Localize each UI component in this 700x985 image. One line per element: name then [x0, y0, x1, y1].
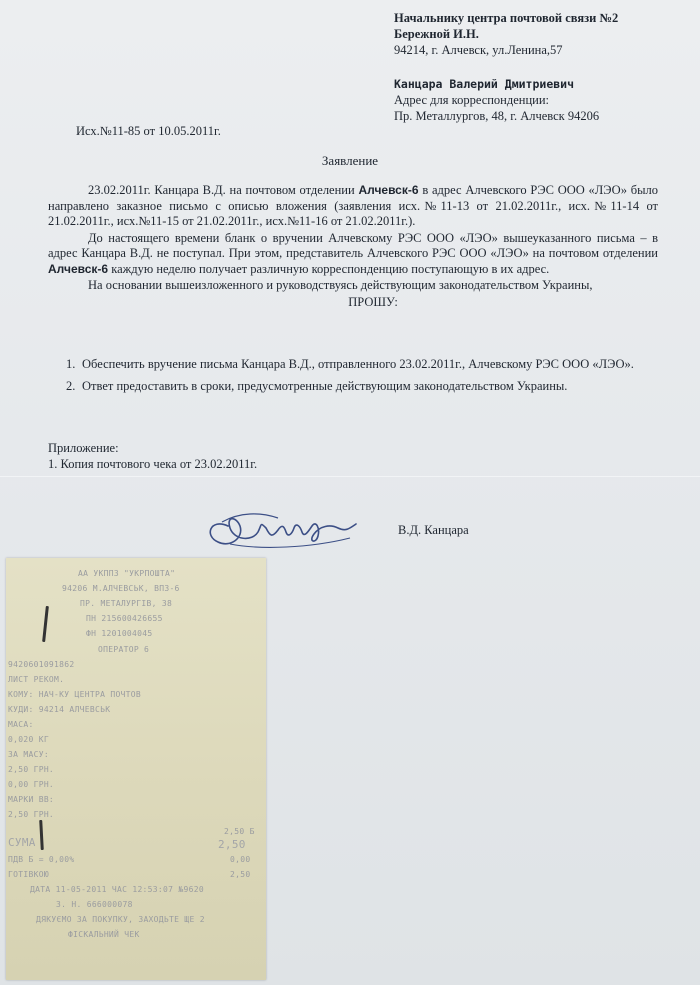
receipt-line: МАСА: [8, 720, 34, 729]
receipt-line: 2,50 Б [224, 827, 255, 836]
pen-mark [39, 820, 44, 850]
addressee-block [394, 10, 694, 58]
receipt-line: ДАТА 11-05-2011 ЧАС 12:53:07 №9620 [30, 885, 204, 894]
paragraph-2-text-b: каждую неделю получает различную корреспонденцию поступающую в их адрес. [108, 261, 550, 276]
sender-address-label: Адрес для корреспонденции: [394, 93, 550, 107]
addressee-name: Бережной И.Н. [394, 27, 479, 41]
receipt-line: ДЯКУЄМО ЗА ПОКУПКУ, ЗАХОДЬТЕ ЩЕ 2 [36, 915, 205, 924]
paragraph-1 [48, 183, 658, 230]
receipt-line: ПН 215600426655 [86, 614, 163, 623]
post-office-name: Алчевск-6 [48, 261, 109, 276]
signer-name: В.Д. Канцара [398, 523, 469, 537]
sender-block [394, 76, 694, 124]
addressee-title: Начальнику центра почтовой связи №2 [394, 11, 619, 25]
post-office-name: Алчевск-6 [358, 183, 419, 197]
addressee-address: 94214, г. Алчевск, ул.Ленина,57 [394, 43, 563, 57]
receipt-line: 2,50 [230, 870, 251, 879]
receipt-line: ГОТІВКОЮ [8, 870, 49, 879]
receipt-line: ПДВ Б = 0,00% [8, 855, 75, 864]
paragraph-2 [48, 231, 658, 278]
outgoing-number: Исх.№11-85 от 10.05.2011г. [76, 124, 221, 138]
attachment-item: 1. Копия почтового чека от 23.02.2011г. [48, 457, 258, 471]
receipt-total-value: 2,50 [218, 838, 246, 851]
paragraph-1-text-b: в адрес Алчевского РЭС ООО «ЛЭО» было направлено заказное письмо с описью вложения (заявления исх.№11-13 от 21.02.2011г., исх.№11-14 от 21.02.2011г., исх.№11-15 от 21.02.2011г., исх.№11-16 от 21.02.2011г.). [48, 183, 658, 228]
receipt-line: ПР. МЕТАЛУРГІВ, 38 [80, 599, 173, 608]
receipt-line: 3. Н. 666000078 [56, 900, 133, 909]
receipt-line: 9420601091862 [8, 660, 75, 669]
attachment-block [48, 440, 257, 472]
attachment-heading: Приложение: [48, 441, 119, 455]
receipt-line: ЗА МАСУ: [8, 750, 49, 759]
receipt-line: ОПЕРАТОР 6 [98, 645, 150, 654]
receipt-line: ЛИСТ РЕКОМ. [8, 675, 65, 684]
receipt-line: КУДИ: 94214 АЛЧЕВСЬК [8, 705, 111, 714]
receipt-line: ФН 1201004045 [86, 629, 153, 638]
request-number: 1. [66, 357, 76, 371]
sender-address: Пр. Металлургов, 48, г. Алчевск 94206 [394, 109, 600, 123]
letter-body [48, 183, 658, 311]
handwritten-signature [200, 498, 370, 558]
receipt-line: КОМУ: НАЧ-КУ ЦЕНТРА ПОЧТОВ [8, 690, 142, 699]
pen-mark [42, 606, 49, 642]
receipt-line: 0,020 КГ [8, 735, 49, 744]
document-title: Заявление [321, 153, 379, 168]
postal-receipt [6, 558, 266, 980]
receipt-line: МАРКИ ВВ: [8, 795, 55, 804]
receipt-line: ФІСКАЛЬНИЙ ЧЕК [68, 930, 140, 939]
sender-name: Канцара Валерий Дмитриевич [394, 77, 575, 91]
receipt-line: 2,50 ГРН. [8, 765, 55, 774]
request-heading: ПРОШУ: [348, 294, 398, 309]
receipt-line: 94206 М.АЛЧЕВСЬК, ВПЗ-6 [62, 584, 180, 593]
request-text: Обеспечить вручение письма Канцара В.Д., отправленного 23.02.2011г., Алчевскому РЭС ООО «ЛЭО». [82, 357, 634, 371]
paragraph-3: На основании вышеизложенного и руководствуясь действующим законодательством Украины, [88, 278, 593, 292]
page-fold [0, 476, 700, 477]
receipt-line: АА УКППЗ "УКРПОШТА" [78, 569, 176, 578]
receipt-line: 0,00 [230, 855, 251, 864]
request-list [48, 356, 668, 400]
receipt-line: 0,00 ГРН. [8, 780, 55, 789]
paragraph-1-text-a: 23.02.2011г. Канцара В.Д. на почтовом отделении [88, 183, 359, 197]
receipt-line: 2,50 ГРН. [8, 810, 55, 819]
request-text: Ответ предоставить в сроки, предусмотренные действующим законодательством Украины. [82, 379, 568, 393]
paragraph-2-text-a: До настоящего времени бланк о вручении Алчевскому РЭС ООО «ЛЭО» вышеуказанного письма – в адрес Канцара В.Д. не поступал. При этом, представитель Алчевского РЭС ООО «ЛЭО» на почтовом отделении [48, 230, 658, 260]
request-item [48, 356, 668, 372]
receipt-total-label: СУМА [8, 836, 36, 849]
request-number: 2. [66, 379, 76, 393]
request-item [48, 378, 668, 394]
